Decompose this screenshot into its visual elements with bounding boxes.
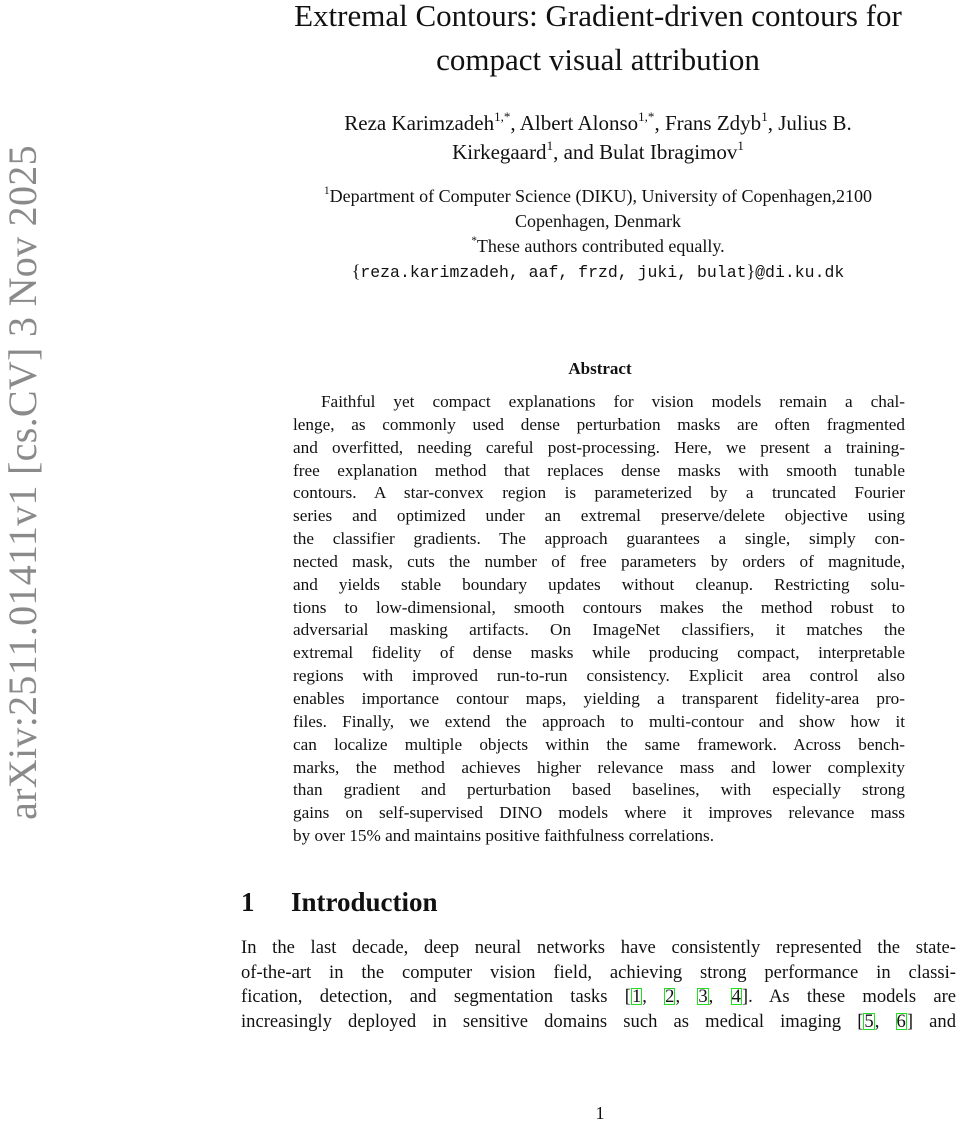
intro-line: of-the-art in the computer vision field, achieving strong performance in classi- (241, 961, 956, 983)
intro-line (241, 1010, 956, 1035)
affiliation-block (240, 184, 956, 285)
affiliation-line-2: Copenhagen, Denmark (515, 211, 681, 231)
citation-link-4[interactable]: 4 (731, 986, 741, 1008)
author-name: Reza Karimzadeh (344, 111, 495, 135)
abstract-line: gains on self-supervised DINO models where it improves relevance mass (293, 803, 905, 823)
abstract-line: and overfitted, needing careful post-processing. Here, we present a training- (293, 437, 905, 457)
email-usernames: reza.karimzadeh, aaf, frzd, juki, bulat (360, 263, 747, 282)
email-brace-open: { (351, 261, 361, 281)
author-name: , and Bulat Ibragimov (553, 140, 738, 164)
abstract-line: lenge, as commonly used dense perturbation masks are often fragmented (293, 414, 905, 434)
author-affiliation-marker: 1 (761, 108, 768, 124)
intro-text: ] and (906, 1010, 956, 1032)
author-affiliation-marker: 1,* (638, 108, 655, 124)
citation-link-1[interactable]: 1 (631, 986, 642, 1008)
author-affiliation-marker: 1 (737, 137, 744, 153)
citation-separator: , (642, 986, 665, 1008)
equal-contribution-note (240, 234, 956, 259)
abstract-line: free explanation method that replaces dense masks with smooth tunable (293, 460, 905, 480)
author-emails (240, 259, 956, 285)
abstract-line: marks, the method achieves higher relevance mass and lower complexity (293, 757, 905, 777)
arxiv-identifier-text: arXiv:2511.01411v1 [cs.CV] 3 Nov 2025 (0, 144, 45, 820)
arxiv-identifier-stamp (0, 122, 45, 842)
affiliation-line-1 (240, 184, 956, 209)
author-affiliation-marker: 1,* (494, 108, 511, 124)
abstract-line: than gradient and perturbation based baselines, with especially strong (293, 780, 905, 800)
author-list (240, 109, 956, 167)
abstract-line: and yields stable boundary updates without cleanup. Restricting solu- (293, 574, 905, 594)
abstract-line: enables importance contour maps, yielding a transparent fidelity-area pro- (293, 688, 905, 708)
author-affiliation-marker: 1 (546, 137, 554, 153)
abstract-line: by over 15% and maintains positive faithfulness correlations. (293, 826, 714, 846)
section-title: Introduction (291, 887, 438, 917)
intro-text: fication, detection, and segmentation tasks [ (241, 986, 631, 1008)
abstract-line: Faithful yet compact explanations for vision models remain a chal- (321, 392, 905, 411)
abstract-line: adversarial masking artifacts. On ImageNet classifiers, it matches the (293, 620, 905, 640)
affiliation-marker: 1 (324, 184, 330, 197)
abstract-line: extremal fidelity of dense masks while producing compact, interpretable (293, 643, 905, 663)
intro-line: In the last decade, deep neural networks have consistently represented the state- (241, 937, 956, 958)
abstract-line: can localize multiple objects within the same framework. Across bench- (293, 734, 905, 754)
intro-text: increasingly deployed in sensitive domains such as medical imaging [ (241, 1010, 864, 1032)
author-name: , Frans Zdyb (654, 111, 762, 135)
abstract-body (293, 391, 905, 848)
abstract-line: series and optimized under an extremal preserve/delete objective using (293, 506, 905, 526)
citation-link-5[interactable]: 5 (864, 1010, 874, 1032)
citation-link-2[interactable]: 2 (665, 986, 675, 1008)
paper-title (240, 0, 956, 82)
section-heading-introduction (241, 882, 438, 922)
equal-contribution-text: These authors contributed equally. (476, 236, 725, 256)
author-name: , Julius B. (767, 111, 852, 135)
abstract-line: contours. A star-convex region is parameterized by a truncated Fourier (293, 483, 905, 503)
author-name: Kirkegaard (452, 140, 547, 164)
email-brace-close: } (746, 261, 756, 281)
abstract-heading: Abstract (568, 359, 632, 378)
author-name: , Albert Alonso (510, 111, 639, 135)
citation-link-3[interactable]: 3 (698, 986, 708, 1008)
abstract-line: the classifier gradients. The approach guarantees a single, simply con- (293, 529, 905, 549)
citation-separator: , (675, 986, 698, 1008)
abstract-line: files. Finally, we extend the approach to multi-contour and show how it (293, 711, 905, 731)
paper-title-line-1: Extremal Contours: Gradient-driven contours for (294, 0, 902, 33)
page-number: 1 (595, 1103, 605, 1123)
intro-line (241, 985, 956, 1010)
introduction-paragraph (241, 936, 956, 1034)
abstract-line: tions to low-dimensional, smooth contours makes the method robust to (293, 597, 905, 617)
equal-contribution-marker: * (471, 234, 477, 247)
citation-separator: , (708, 986, 731, 1008)
intro-text: ]. As these models are (741, 986, 956, 1008)
abstract-line: nected mask, cuts the number of free parameters by orders of magnitude, (293, 551, 905, 571)
abstract-line: regions with improved run-to-run consistency. Explicit area control also (293, 666, 905, 686)
paper-title-line-2: compact visual attribution (436, 42, 760, 77)
email-domain: @di.ku.dk (755, 263, 845, 282)
citation-separator: , (874, 1010, 896, 1032)
citation-link-6[interactable]: 6 (896, 1010, 906, 1032)
section-number: 1 (241, 887, 255, 917)
affiliation-text: Department of Computer Science (DIKU), University of Copenhagen,2100 (329, 186, 872, 206)
